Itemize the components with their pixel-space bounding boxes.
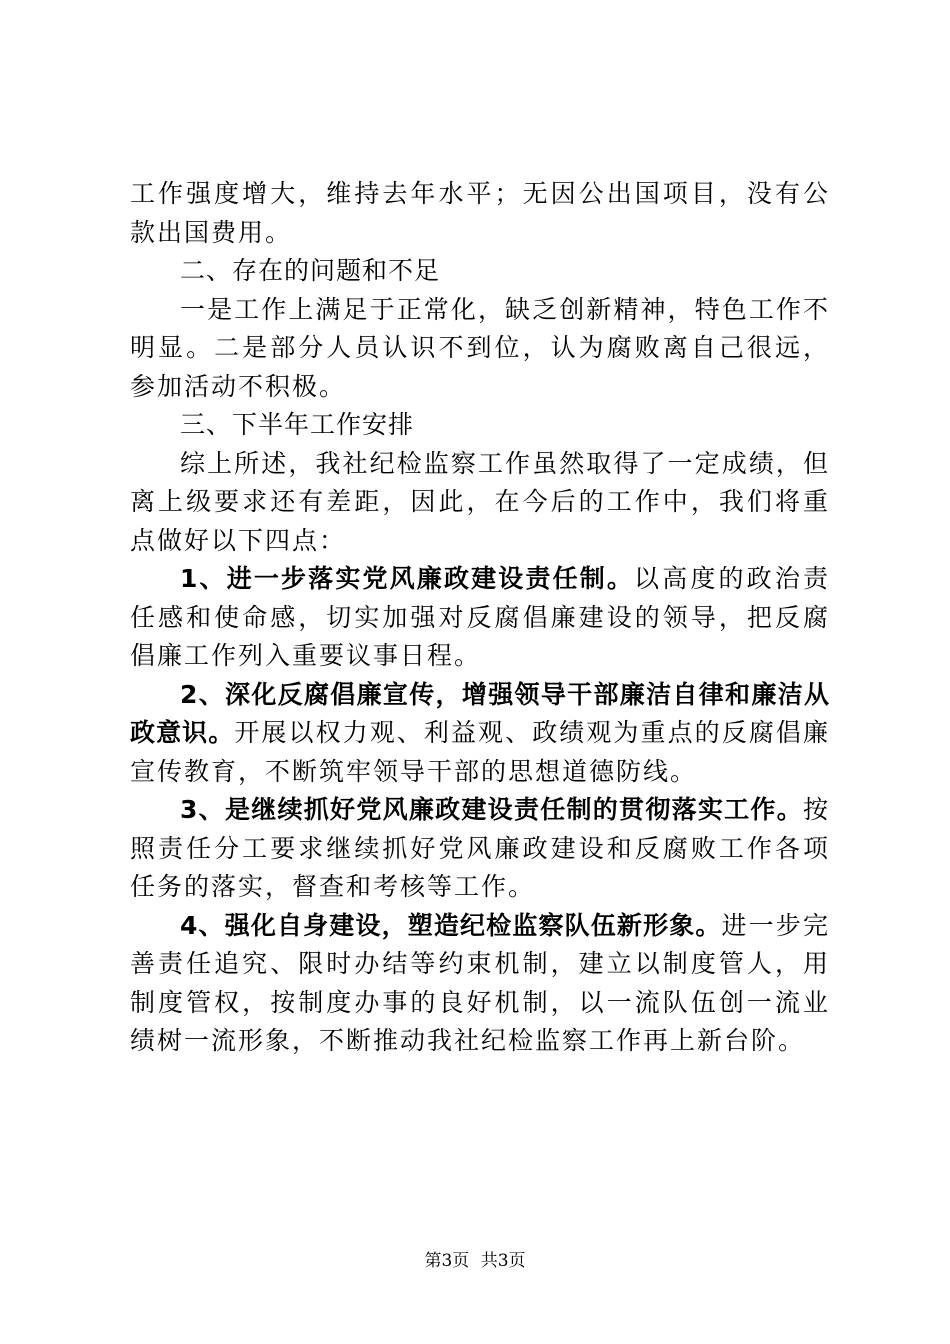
section-heading-plans: 三、下半年工作安排 bbox=[180, 410, 415, 439]
page-footer bbox=[0, 1246, 950, 1271]
plan-item-lead: 2、深化反腐倡廉宣传，增强领导干部廉洁自律和廉洁从政意识。 bbox=[130, 679, 830, 747]
plan-item-1 bbox=[130, 560, 830, 676]
plan-item-2 bbox=[130, 676, 830, 792]
plan-item-lead: 1、进一步落实党风廉政建设责任制。 bbox=[180, 564, 635, 593]
page-total: 共3页 bbox=[480, 1251, 526, 1271]
plan-item-lead: 4、强化自身建设，塑造纪检监察队伍新形象。 bbox=[180, 910, 722, 940]
paragraph-text: 一是工作上满足于正常化，缺乏创新精神，特色工作不明显。二是部分人员认识不到位，认为腐败离自己很远，参加活动不积极。 bbox=[130, 294, 830, 401]
plan-item-text: 按照责任分工要求继续抓好党风廉政建设和反腐败工作各项任务的落实，督查和考核等工作。 bbox=[130, 795, 830, 901]
paragraph-text: 综上所述，我社纪检监察工作虽然取得了一定成绩，但离上级要求还有差距，因此，在今后的工作中，我们将重点做好以下四点： bbox=[130, 448, 830, 555]
plan-item-text: 开展以权力观、利益观、政绩观为重点的反腐倡廉宣传教育，不断筑牢领导干部的思想道德防线。 bbox=[130, 718, 830, 786]
plan-item-lead: 3、是继续抓好党风廉政建设责任制的贯彻落实工作。 bbox=[180, 795, 803, 824]
paragraph-continued bbox=[130, 175, 830, 252]
page-number: 第3页 bbox=[424, 1251, 470, 1271]
plan-item-text: 进一步完善责任追究、限时办结等约束机制，建立以制度管人，用制度管权，按制度办事的良好机制，以一流队伍创一流业绩树一流形象，不断推动我社纪检监察工作再上新台阶。 bbox=[130, 910, 830, 1055]
paragraph-text: 工作强度增大，维持去年水平；无因公出国项目，没有公款出国费用。 bbox=[130, 179, 830, 247]
plan-item-4 bbox=[130, 907, 830, 1061]
plan-item-3 bbox=[130, 791, 830, 907]
paragraph-problems bbox=[130, 291, 830, 407]
plan-item-text: 以高度的政治责任感和使命感，切实加强对反腐倡廉建设的领导，把反腐倡廉工作列入重要议事日程。 bbox=[130, 564, 830, 670]
section-heading-problems: 二、存在的问题和不足 bbox=[180, 256, 441, 285]
paragraph-summary bbox=[130, 445, 830, 561]
document-body bbox=[130, 175, 830, 1061]
